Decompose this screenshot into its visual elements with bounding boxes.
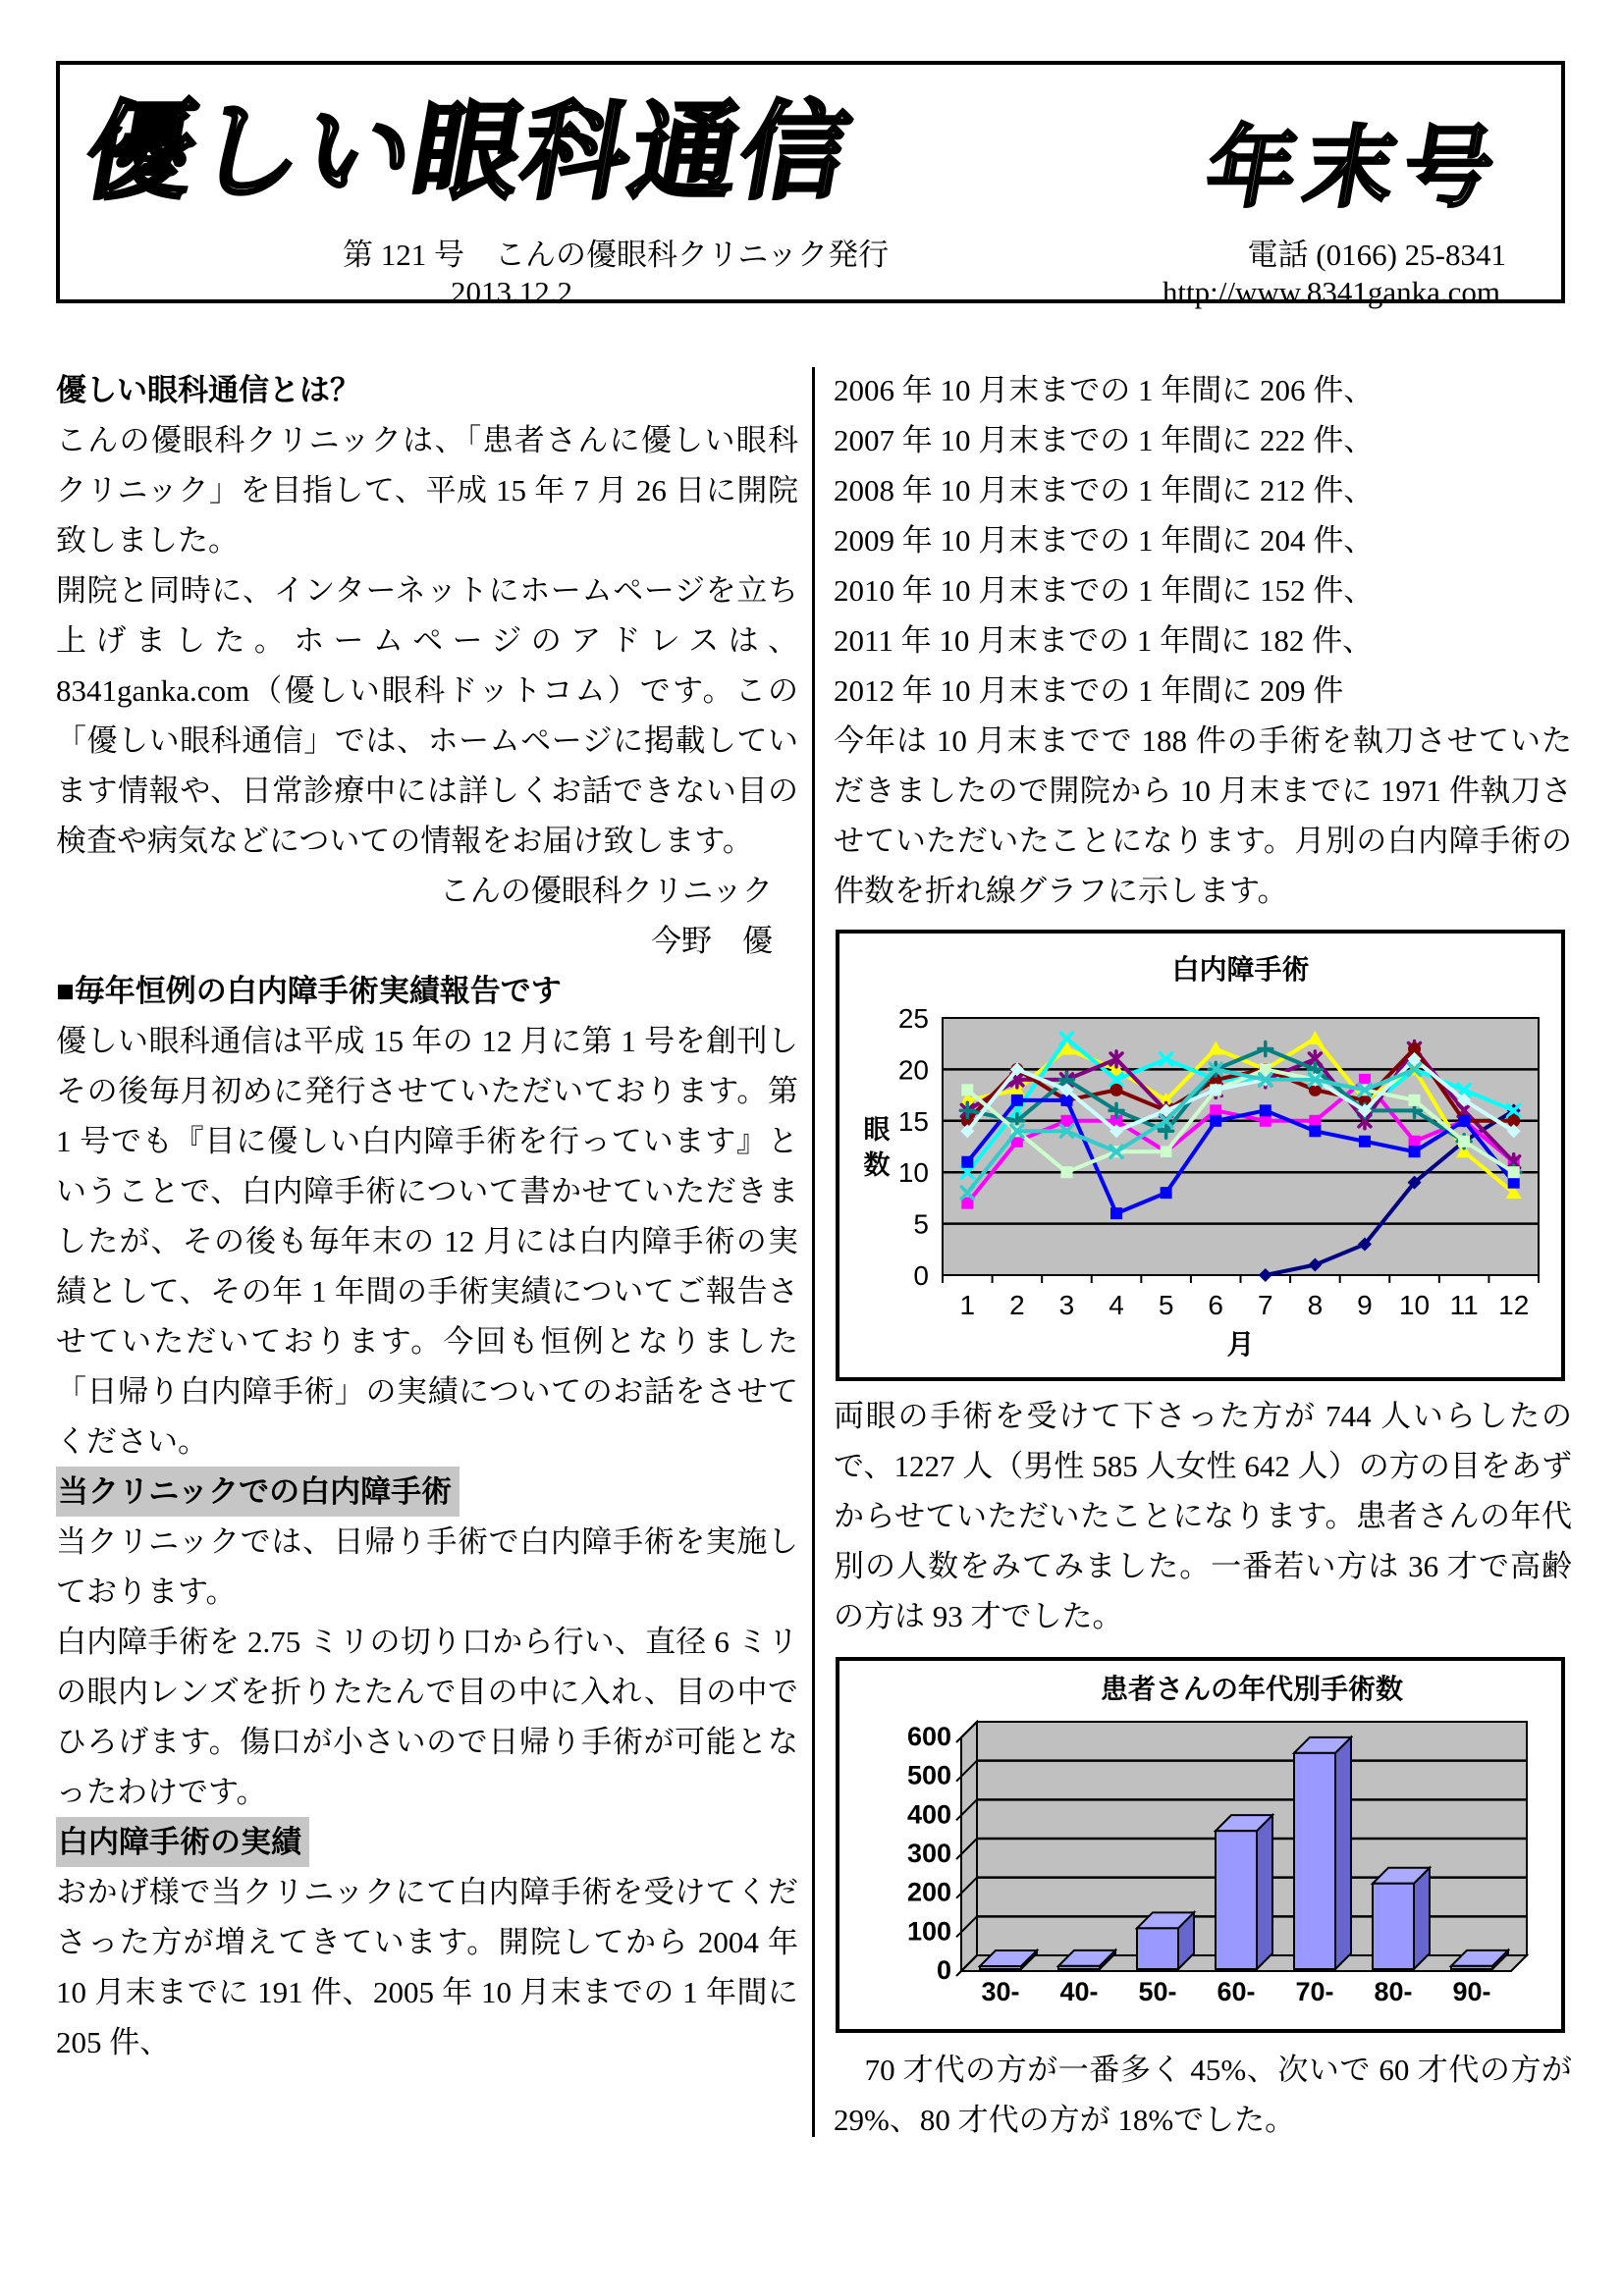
svg-text:眼: 眼 xyxy=(863,1115,891,1145)
svg-text:70-: 70- xyxy=(1295,1977,1334,2006)
svg-text:400: 400 xyxy=(906,1799,951,1830)
paragraph-clinic-2: 白内障手術を 2.75 ミリの切り口から行い、直径 6 ミリの眼内レンズを折りたたんで目の中に入れ、目の中でひろげます。傷口が小さいので日帰り手術が可能となったわけです。 xyxy=(56,1625,798,1809)
paragraph-patients: 両眼の手術を受けて下さった方が 744 人いらしたので、1227 人（男性 585 人女性 642 人）の方の目をあずからせていただいたことになります。患者さんの年代別の人数をみてみました。一番若い方は 36 才で高齢の方は 93 才でした。 xyxy=(834,1399,1572,1633)
section-heading-clinic-surgery: 当クリニックでの白内障手術 xyxy=(56,1467,460,1517)
svg-text:25: 25 xyxy=(897,1003,929,1034)
svg-text:200: 200 xyxy=(906,1877,951,1907)
right-column xyxy=(834,365,1572,2145)
paragraph-percent: 70 才代の方が一番多く 45%、次いで 60 才代の方が 29%、80 才代の方が 18%でした。 xyxy=(834,2053,1572,2137)
svg-text:月: 月 xyxy=(1226,1329,1255,1360)
svg-text:60-: 60- xyxy=(1217,1977,1256,2006)
paragraph-intro-1: こんの優眼科クリニックは、「患者さんに優しい眼科クリニック」を目指して、平成 15 年 7 月 26 日に開院致しました。 xyxy=(56,423,798,558)
svg-text:100: 100 xyxy=(906,1916,951,1947)
paragraph-intro-2: 開院と同時に、インターネットにホームページを立ち上げました。ホームページのアドレスは、8341ganka.com（優しい眼科ドットコム）です。この「優しい眼科通信」では、ホームページに掲載しています情報や、日常診療中には詳しくお話できない目の検査や病気などについての情報をお届け致します。 xyxy=(56,573,798,858)
svg-text:1: 1 xyxy=(959,1290,976,1320)
svg-text:7: 7 xyxy=(1258,1290,1273,1320)
age-group-bar-chart xyxy=(836,1657,1565,2033)
issue-badge: 年末号 xyxy=(1199,120,1512,218)
left-column xyxy=(56,365,798,2067)
svg-text:500: 500 xyxy=(906,1760,951,1790)
svg-text:20: 20 xyxy=(897,1054,929,1086)
yearly-results-list xyxy=(834,365,1572,716)
svg-text:11: 11 xyxy=(1449,1290,1479,1320)
paragraph-report: 優しい眼科通信は平成 15 年の 12 月に第 1 号を創刊しその後毎月初めに発行させていただいております。第 1 号でも『目に優しい白内障手術を行っています』ということで、白内障手術について書かせていただきましたが、その後も毎年末の 12 月には白内障手術の実績として、その年 1 年間の手術実績についてご報告させていただいております。今回も恒例となりました「日帰り白内障手術」の実績についてのお話をさせてください。 xyxy=(56,1024,798,1459)
svg-text:30-: 30- xyxy=(981,1977,1020,2006)
section-heading-results: 白内障手術の実績 xyxy=(56,1817,309,1867)
column-divider xyxy=(812,367,815,2137)
year-result-line: 2008 年 10 月末までの 1 年間に 212 件、 xyxy=(834,473,1375,507)
paragraph-total: 今年は 10 月末までで 188 件の手術を執刀させていただきましたので開院から 10 月末までに 1971 件執刀させていただいたことになります。月別の白内障手術の件数を折れ線グラフに示します。 xyxy=(834,723,1572,908)
paragraph-results: おかげ様で当クリニックにて白内障手術を受けてくださった方が増えてきています。開院してから 2004 年 10 月末までに 191 件、2005 年 10 月末までの 1 年間に 205 件、 xyxy=(56,1875,798,2059)
svg-text:0: 0 xyxy=(913,1260,929,1291)
phone-number: 電話 (0166) 25-8341 xyxy=(1247,238,1506,272)
section-heading-report: ■毎年恒例の白内障手術実績報告です xyxy=(56,974,562,1008)
year-result-line: 2010 年 10 月末までの 1 年間に 152 件、 xyxy=(834,573,1375,608)
svg-text:患者さんの年代別手術数: 患者さんの年代別手術数 xyxy=(1100,1674,1404,1704)
svg-text:600: 600 xyxy=(906,1722,951,1751)
svg-text:白内障手術: 白内障手術 xyxy=(1171,954,1310,985)
svg-text:4: 4 xyxy=(1109,1290,1124,1320)
svg-text:50-: 50- xyxy=(1138,1977,1177,2006)
svg-text:12: 12 xyxy=(1498,1290,1530,1320)
svg-text:6: 6 xyxy=(1208,1290,1223,1320)
svg-text:8: 8 xyxy=(1307,1290,1324,1320)
cataract-monthly-line-chart xyxy=(836,930,1565,1381)
svg-text:90-: 90- xyxy=(1452,1977,1491,2006)
year-result-line: 2011 年 10 月末までの 1 年間に 182 件、 xyxy=(834,623,1374,658)
year-result-line: 2009 年 10 月末までの 1 年間に 204 件、 xyxy=(834,523,1375,558)
svg-text:9: 9 xyxy=(1357,1290,1373,1320)
year-result-line: 2007 年 10 月末までの 1 年間に 222 件、 xyxy=(834,423,1375,457)
issue-date: 2013.12.2 xyxy=(451,275,572,309)
svg-text:300: 300 xyxy=(906,1839,951,1868)
year-result-line: 2012 年 10 月末までの 1 年間に 209 件 xyxy=(834,673,1344,708)
section-heading-about: 優しい眼科通信とは？ xyxy=(56,373,360,407)
svg-text:40-: 40- xyxy=(1059,1977,1099,2006)
svg-text:3: 3 xyxy=(1058,1290,1075,1320)
paragraph-clinic-1: 当クリニックでは、日帰り手術で白内障手術を実施しております。 xyxy=(56,1524,798,1609)
signature-clinic: こんの優眼科クリニック xyxy=(439,874,773,908)
year-result-line: 2006 年 10 月末までの 1 年間に 206 件、 xyxy=(834,373,1375,407)
svg-text:80-: 80- xyxy=(1374,1977,1413,2006)
svg-text:0: 0 xyxy=(936,1955,951,1985)
svg-text:5: 5 xyxy=(913,1208,929,1240)
svg-text:5: 5 xyxy=(1158,1290,1174,1320)
svg-text:10: 10 xyxy=(897,1157,929,1189)
svg-text:10: 10 xyxy=(1398,1290,1431,1320)
signature-name: 今野 優 xyxy=(651,924,773,958)
svg-text:15: 15 xyxy=(897,1105,929,1137)
issue-number-line: 第 121 号 こんの優眼科クリニック発行 xyxy=(343,238,890,272)
newsletter-title: 優しい眼科通信 xyxy=(77,92,862,211)
header-box xyxy=(56,61,1565,309)
svg-text:数: 数 xyxy=(863,1150,891,1180)
website-url: http://www.8341ganka.com xyxy=(1162,275,1500,309)
svg-text:2: 2 xyxy=(1009,1290,1025,1320)
